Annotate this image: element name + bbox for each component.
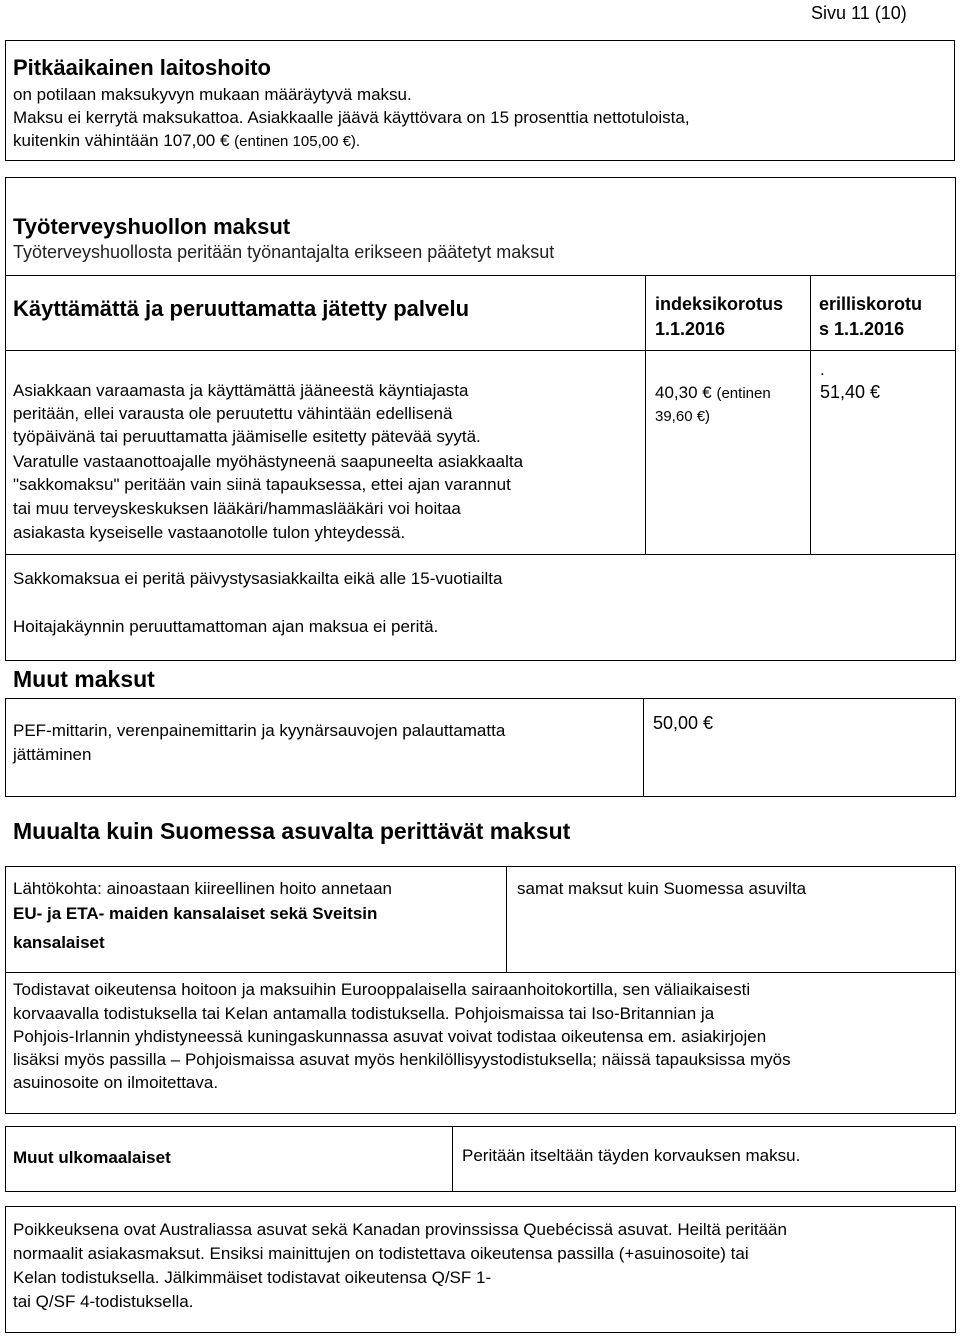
long-term-care-previous: (entinen 105,00 €). <box>234 133 361 150</box>
long-term-care-minimum: kuitenkin vähintään 107,00 € <box>13 131 235 150</box>
exceptions-line: normaalit asiakasmaksut. Ensiksi mainittujen on todistettava oikeutensa passilla (+asuinosoite) tai <box>13 1244 749 1263</box>
other-fees-item: jättäminen <box>13 745 92 764</box>
other-fees-item: PEF-mittarin, verenpainemittarin ja kyynärsauvojen palauttamatta <box>13 721 506 740</box>
no-show-description-line: "sakkomaksu" peritään vain siinä tapauksessa, ettei ajan varannut <box>13 475 511 494</box>
other-foreigners-value: Peritään itseltään täyden korvauksen maksu. <box>462 1146 801 1165</box>
abroad-basis-eu: kansalaiset <box>13 933 105 952</box>
abroad-title: Muualta kuin Suomessa asuvalta perittävät maksut <box>13 818 571 844</box>
abroad-proof-line: korvaavalla todistuksella tai Kelan antamalla todistuksella. Pohjoismaissa tai Iso-Britannian ja <box>13 1004 715 1023</box>
long-term-care-title: Pitkäaikainen laitoshoito <box>13 55 271 80</box>
index-price-value: 40,30 € <box>655 383 712 402</box>
column-header-separate-date: s 1.1.2016 <box>819 319 905 339</box>
no-show-description-line: asiakasta kyseiselle vastaanotolle tulon yhteydessä. <box>13 523 406 542</box>
index-previous: (entinen <box>716 385 771 402</box>
other-fees-box <box>5 698 956 797</box>
abroad-proof-line: lisäksi myös passilla – Pohjoismaissa asuvat myös henkilöllisyystodistuksella; näissä tapauksissa myös <box>13 1050 791 1069</box>
column-header-index: indeksikorotus <box>655 294 784 314</box>
abroad-proof-line: asuinosoite on ilmoitettava. <box>13 1073 219 1092</box>
abroad-basis-eu: EU- ja ETA- maiden kansalaiset sekä Sveitsin <box>13 904 378 923</box>
other-fees-title: Muut maksut <box>13 666 155 692</box>
column-header-index-date: 1.1.2016 <box>655 319 726 339</box>
abroad-basis-value: samat maksut kuin Suomessa asuvilta <box>517 879 807 898</box>
column-header-separate: erilliskorotu <box>819 294 923 314</box>
abroad-proof-line: Pohjois-Irlannin yhdistyneessä kuningaskunnassa asuvat voivat todistaa oikeutensa em. asiakirjojen <box>13 1027 767 1046</box>
no-show-description-line: Varatulle vastaanottoajalle myöhästyneenä saapuneelta asiakkaalta <box>13 452 524 471</box>
occupational-title: Työterveyshuollon maksut <box>13 214 291 239</box>
long-term-care-line <box>13 129 360 153</box>
long-term-care-line: on potilaan maksukyvyn mukaan määräytyvä maksu. <box>13 85 412 104</box>
no-show-description-line: peritään, ellei varausta ole peruutettu vähintään edellisenä <box>13 404 453 423</box>
other-foreigners-label: Muut ulkomaalaiset <box>13 1148 171 1167</box>
exceptions-line: Kelan todistuksella. Jälkimmäiset todistavat oikeutensa Q/SF 1- <box>13 1268 492 1287</box>
page-number: Sivu 11 (10) <box>811 3 907 23</box>
exceptions-line: tai Q/SF 4-todistuksella. <box>13 1292 194 1311</box>
no-show-note: Hoitajakäynnin peruuttamattoman ajan maksua ei peritä. <box>13 617 439 636</box>
occupational-subtitle: Työterveyshuollosta peritään työnantajalta erikseen päätetyt maksut <box>13 242 555 262</box>
abroad-basis: Lähtökohta: ainoastaan kiireellinen hoito annetaan <box>13 879 393 898</box>
exceptions-line: Poikkeuksena ovat Australiassa asuvat sekä Kanadan provinssissa Quebécissä asuvat. Heiltä peritään <box>13 1220 787 1239</box>
no-show-description-line: Asiakkaan varaamasta ja käyttämättä jääneestä käyntiajasta <box>13 381 469 400</box>
abroad-proof-line: Todistavat oikeutensa hoitoon ja maksuihin Eurooppalaisella sairaanhoitokortilla, sen väliaikaisesti <box>13 980 751 999</box>
separate-price: 51,40 € <box>820 382 881 402</box>
other-fees-price: 50,00 € <box>653 713 714 733</box>
no-show-description-line: tai muu terveyskeskuksen lääkäri/hammaslääkäri voi hoitaa <box>13 499 461 518</box>
index-previous-value: 39,60 €) <box>655 408 711 425</box>
no-show-title: Käyttämättä ja peruuttamatta jätetty palvelu <box>13 296 470 321</box>
index-price <box>655 381 771 405</box>
stray-dot: . <box>820 360 825 379</box>
long-term-care-line: Maksu ei kerrytä maksukattoa. Asiakkaalle jäävä käyttövara on 15 prosenttia nettotuloista, <box>13 108 690 127</box>
no-show-description-line: työpäivänä tai peruuttamatta jäämiselle esitetty pätevää syytä. <box>13 427 481 446</box>
no-show-note: Sakkomaksua ei peritä päivystysasiakkailta eikä alle 15-vuotiailta <box>13 569 503 588</box>
